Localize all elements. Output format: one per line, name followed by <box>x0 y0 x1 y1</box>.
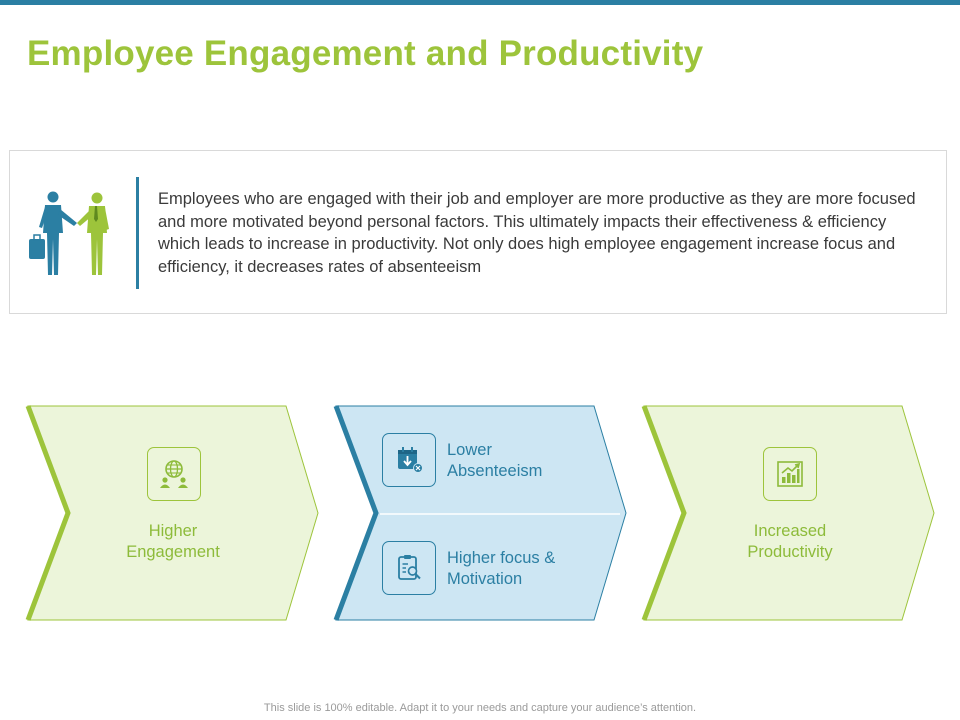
step-2-item-1-label <box>447 440 607 482</box>
engagement-icon-box <box>147 447 201 501</box>
step-2-item-2-line2: Motivation <box>447 570 523 588</box>
chevron-step-1 <box>28 406 318 620</box>
chevron-step-3 <box>644 406 934 620</box>
step-3-label-line2: Productivity <box>747 543 833 561</box>
step-2-item-2-line1: Higher focus & <box>447 549 556 567</box>
bar-chart-growth-icon <box>775 459 805 489</box>
focus-icon-box <box>382 541 436 595</box>
step-3-label-line1: Increased <box>753 522 827 540</box>
clipboard-search-icon <box>394 553 424 583</box>
step-2-item-2-label <box>447 548 607 590</box>
step-1-label-line2: Engagement <box>126 543 220 561</box>
step-2-item-1-line2: Absenteeism <box>447 462 543 480</box>
footer-note: This slide is 100% editable. Adapt it to your needs and capture your audience’s attention. <box>263 702 697 714</box>
productivity-icon-box <box>763 447 817 501</box>
step-1-label-line1: Higher <box>148 522 198 540</box>
absenteeism-icon-box <box>382 433 436 487</box>
step-2-item-1-line1: Lower <box>447 441 492 459</box>
intro-paragraph: Employees who are engaged with their job and employer are more productive as they are more focused and more motivated beyond personal factors. This ultimately impacts their effectiveness & efficiency which leads to increase in productivity. Not only does high employee engagement increase focus and efficiency, it decreases rates of absenteeism <box>158 190 916 276</box>
step-1-label <box>98 521 248 563</box>
slide-title: Employee Engagement and Productivity <box>27 34 704 73</box>
global-people-icon <box>159 459 189 489</box>
step-3-label <box>715 521 865 563</box>
calendar-down-icon <box>394 445 424 475</box>
